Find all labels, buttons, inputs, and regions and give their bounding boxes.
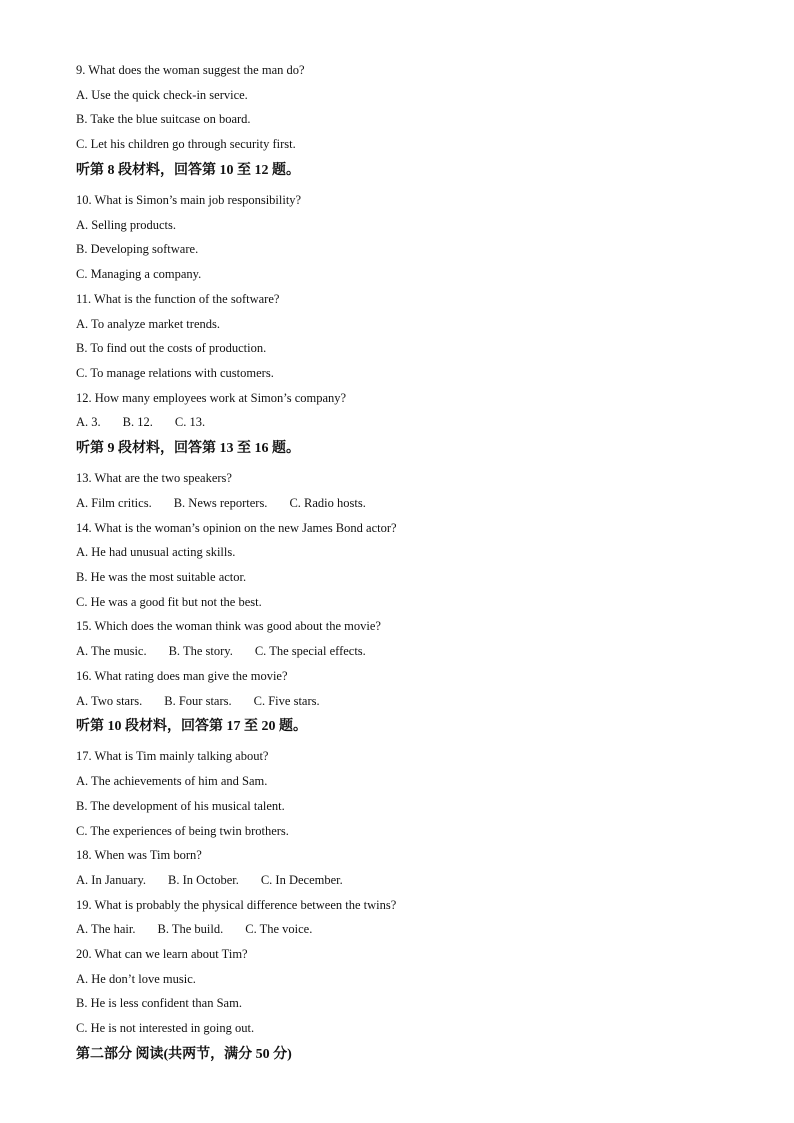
option-16b: B. Four stars.	[164, 694, 232, 708]
question-9: 9. What does the woman suggest the man do?	[76, 63, 305, 77]
question-14: 14. What is the woman’s opinion on the new James Bond actor?	[76, 521, 397, 535]
question-18: 18. When was Tim born?	[76, 848, 202, 862]
option-14c: C. He was a good fit but not the best.	[76, 595, 262, 609]
option-20c: C. He is not interested in going out.	[76, 1021, 255, 1035]
option-10a: A. Selling products.	[76, 218, 176, 232]
option-12c: C. 13.	[174, 415, 206, 429]
question-16: 16. What rating does man give the movie?	[76, 669, 288, 683]
question-13: 13. What are the two speakers?	[76, 471, 232, 485]
option-9b: B. Take the blue suitcase on board.	[76, 112, 251, 126]
question-19: 19. What is probably the physical difference between the twins?	[76, 898, 397, 912]
option-14a: A. He had unusual acting skills.	[76, 545, 236, 559]
question-15: 15. Which does the woman think was good about the movie?	[76, 619, 381, 633]
question-17: 17. What is Tim mainly talking about?	[76, 749, 269, 763]
option-18b: B. In October.	[168, 873, 239, 887]
option-17c: C. The experiences of being twin brothers.	[76, 824, 289, 838]
option-19c: C. The voice.	[245, 922, 313, 936]
option-9a: A. Use the quick check-in service.	[76, 88, 248, 102]
options-13	[76, 495, 366, 511]
option-11a: A. To analyze market trends.	[76, 317, 220, 331]
option-13c: C. Radio hosts.	[289, 496, 366, 510]
option-17b: B. The development of his musical talent.	[76, 799, 285, 813]
option-12a: A. 3.	[76, 415, 101, 429]
section-8-heading: 听第 8 段材料，回答第 10 至 12 题。	[76, 163, 300, 178]
option-13b: B. News reporters.	[173, 496, 268, 510]
question-11: 11. What is the function of the software?	[76, 292, 280, 306]
option-9c: C. Let his children go through security first.	[76, 137, 296, 151]
question-12: 12. How many employees work at Simon’s company?	[76, 391, 347, 405]
option-19b: B. The build.	[157, 922, 224, 936]
option-15a: A. The music.	[76, 644, 147, 658]
option-18c: C. In December.	[260, 873, 343, 887]
option-14b: B. He was the most suitable actor.	[76, 570, 247, 584]
option-16c: C. Five stars.	[253, 694, 320, 708]
options-19	[76, 921, 312, 937]
option-11c: C. To manage relations with customers.	[76, 366, 274, 380]
option-20a: A. He don’t love music.	[76, 972, 196, 986]
option-11b: B. To find out the costs of production.	[76, 341, 267, 355]
question-10: 10. What is Simon’s main job responsibility?	[76, 193, 302, 207]
option-12b: B. 12.	[122, 415, 153, 429]
options-15	[76, 643, 366, 659]
option-15b: B. The story.	[168, 644, 233, 658]
option-10b: B. Developing software.	[76, 242, 199, 256]
section-10-heading: 听第 10 段材料，回答第 17 至 20 题。	[76, 719, 307, 734]
question-20: 20. What can we learn about Tim?	[76, 947, 248, 961]
option-19a: A. The hair.	[76, 922, 136, 936]
section-9-heading: 听第 9 段材料，回答第 13 至 16 题。	[76, 441, 300, 456]
options-12	[76, 414, 205, 430]
option-20b: B. He is less confident than Sam.	[76, 996, 242, 1010]
part-2-heading: 第二部分 阅读(共两节，满分 50 分)	[76, 1047, 292, 1062]
option-16a: A. Two stars.	[76, 694, 143, 708]
option-17a: A. The achievements of him and Sam.	[76, 774, 268, 788]
option-10c: C. Managing a company.	[76, 267, 202, 281]
options-16	[76, 693, 320, 709]
option-18a: A. In January.	[76, 873, 147, 887]
option-15c: C. The special effects.	[254, 644, 366, 658]
options-18	[76, 872, 343, 888]
option-13a: A. Film critics.	[76, 496, 152, 510]
